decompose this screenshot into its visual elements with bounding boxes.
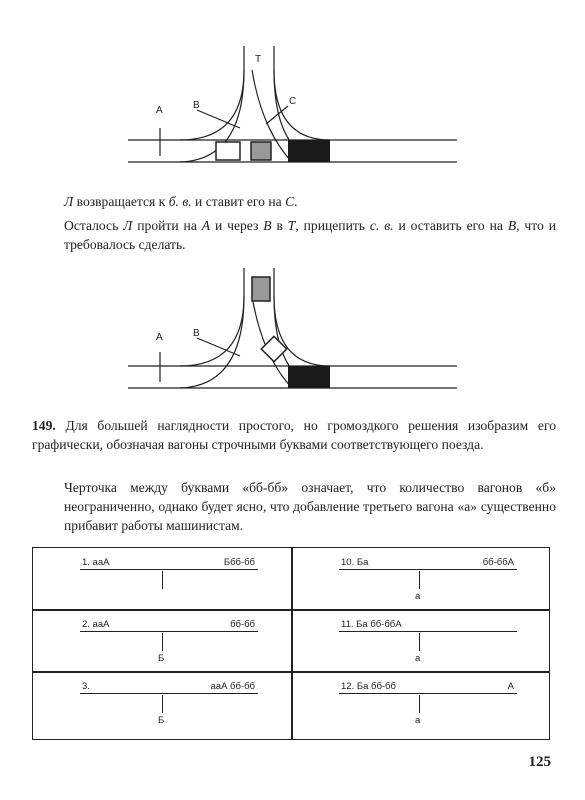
table-cell [32,547,291,609]
cell-left-label: 10. Ба [341,557,369,568]
diagram-label-a: А [156,105,163,116]
diagram-label-c: С [289,96,297,107]
table-cell [291,609,550,671]
diagram2-label-b: В [193,328,200,339]
problem-number: 149. [32,418,56,433]
text-line-1: Л возвращается к б. в. и ставит его на С. [64,194,298,209]
page-number: 125 [528,754,551,770]
cell-right-label: Ббб-бб [223,557,255,568]
cell-below-label: а [415,715,421,726]
diagram-label-b: В [193,100,200,111]
cell-left-label: 2. ааА [82,619,110,630]
diagram2-label-a: А [156,332,163,343]
cell-below-label: а [415,653,421,664]
cell-left-label: 11. Ба бб-ббА [341,619,402,630]
cell-left-label: 1. ааА [82,557,110,568]
cell-right-label: ааА бб-бб [210,681,255,692]
cell-right-label: бб-ббА [482,557,514,568]
cell-right-label: А [507,681,514,692]
cell-below-label: Б [158,653,165,664]
diagram-label-t: Т [255,54,262,65]
cell-below-label: Б [158,715,165,726]
text-line-2: Осталось Л пройти на А и через В в Т, прицепить с. в. и оставить его на В, что и требовалось сделать. [64,218,556,252]
table-cell [291,547,550,609]
cell-left-label: 12. Ба бб-бб [341,681,396,692]
track-diagram-2 [0,260,585,400]
cell-below-label: а [415,591,421,602]
problem-149 [32,416,556,454]
track-diagram-1 [0,0,585,180]
cell-right-label: бб-бб [230,619,255,630]
table-cell [291,671,550,733]
cell-left-label: 3. [82,681,90,692]
table-cell [32,609,291,671]
problem-note: Черточка между буквами «бб-бб» означает, что количество вагонов «б» неограниченно, однако будет ясно, что добавление третьего вагона «а» существенно прибавит работы машинистам. [64,480,556,533]
problem-text: Для большей наглядности простого, но громоздкого решения изобразим его графически, обозначая вагоны строчными буквами соответствующего поезда. [32,418,556,452]
table-cell [32,671,291,733]
